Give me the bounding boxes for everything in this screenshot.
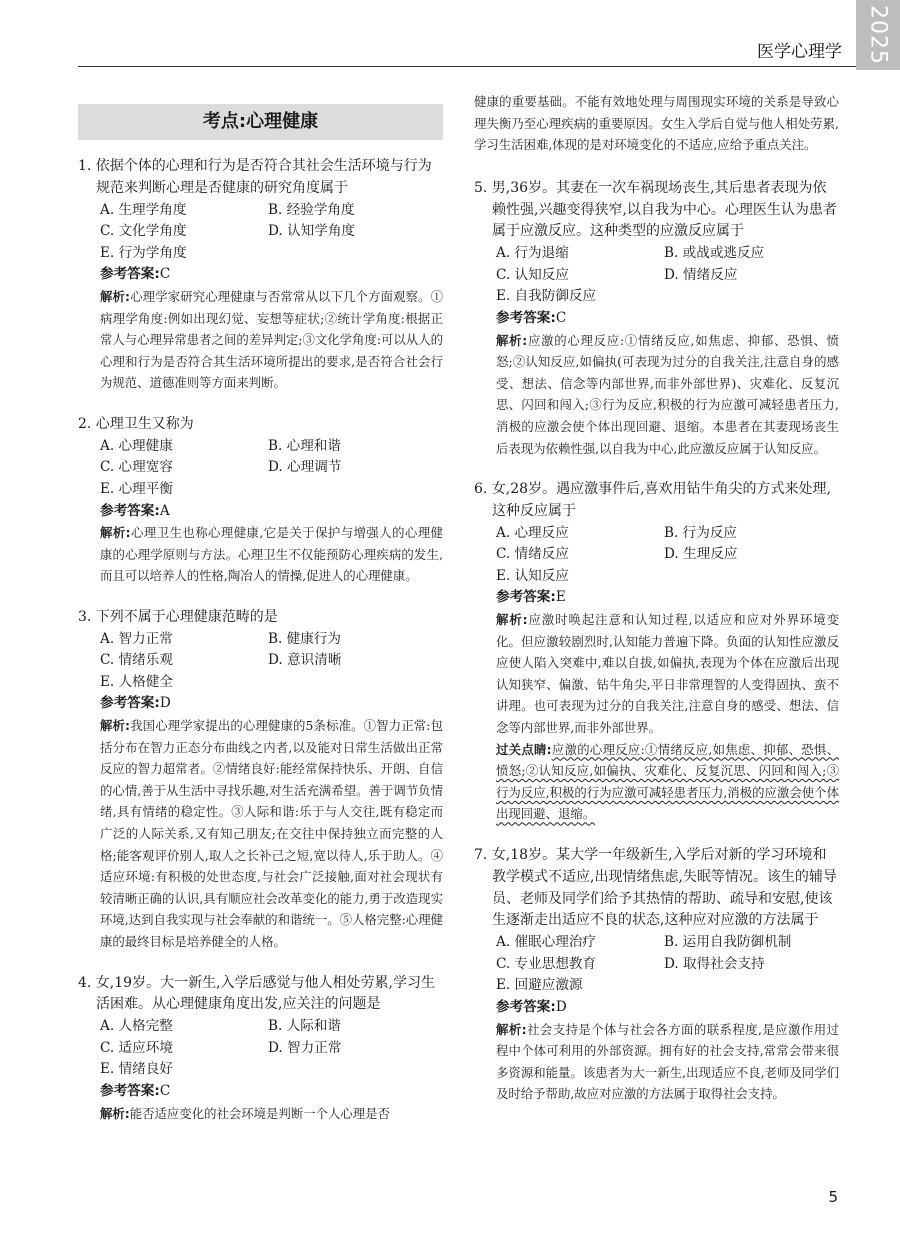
answer-value: E xyxy=(555,589,566,606)
explanation xyxy=(474,330,839,460)
option: E. 人格健全 xyxy=(100,673,173,690)
key-point-tip xyxy=(474,739,839,825)
answer-line xyxy=(78,264,443,286)
option: B. 人际和谐 xyxy=(268,1018,342,1035)
answer-line xyxy=(78,501,443,523)
options-list xyxy=(474,932,839,997)
options-list xyxy=(474,243,839,308)
option: D. 心理调节 xyxy=(268,459,342,476)
option: B. 心理和谐 xyxy=(268,437,342,454)
tip-text: 应激的心理反应:①情绪反应,如焦虑、抑郁、恐惧、愤怒;②认知反应,如偏执、灾难化、反复沉思、闪回和闯入;③行为反应,积极的行为应激可减轻患者压力,消极的应激会使个体出现回避、退缩。 xyxy=(496,741,839,822)
option: D. 情绪反应 xyxy=(664,266,738,283)
option: A. 心理健康 xyxy=(100,437,173,454)
question-6 xyxy=(474,479,839,825)
answer-line xyxy=(474,308,839,330)
question-stem: 3. 下列不属于心理健康范畴的是 xyxy=(78,608,278,625)
question-7 xyxy=(474,845,839,1105)
explanation-text: 能否适应变化的社会环境是判断一个人心理是否 xyxy=(129,1105,390,1121)
option: E. 情绪良好 xyxy=(100,1061,173,1078)
explanation xyxy=(78,715,443,953)
question-1 xyxy=(78,156,443,394)
answer-value: C xyxy=(159,1082,171,1099)
option: A. 生理学角度 xyxy=(100,201,187,218)
answer-value: D xyxy=(555,998,567,1015)
question-2 xyxy=(78,414,443,587)
option: C. 专业思想教育 xyxy=(496,955,597,972)
option: A. 心理反应 xyxy=(496,524,569,541)
year-tab: 2025 xyxy=(856,0,900,70)
answer-value: A xyxy=(159,502,170,519)
right-column xyxy=(474,91,839,1125)
answer-label: 参考答案: xyxy=(100,695,160,712)
options-list xyxy=(78,436,443,501)
tip-label: 过关点睛: xyxy=(496,741,552,757)
option: C. 认知反应 xyxy=(496,266,569,283)
option: C. 适应环境 xyxy=(100,1039,173,1056)
running-title: 医学心理学 xyxy=(757,42,842,62)
option: C. 心理宽容 xyxy=(100,459,173,476)
option: D. 取得社会支持 xyxy=(664,955,765,972)
answer-line xyxy=(474,997,839,1019)
option: E. 自我防御反应 xyxy=(496,288,597,305)
answer-label: 参考答案: xyxy=(496,309,556,326)
option: E. 认知反应 xyxy=(496,567,569,584)
explanation-text: 社会支持是个体与社会各方面的联系程度,是应激作用过程中个体可利用的外部资源。拥有好的社会支持,常常会带来很多资源和能量。该患者为大一新生,出现适应不良,老师及同学们及时给予帮助,故应对应激的方法属于取得社会支持。 xyxy=(496,1021,839,1102)
explanation xyxy=(78,286,443,394)
explanation-text: 应激时唤起注意和认知过程,以适应和应对外界环境变化。但应激较剧烈时,认知能力普遍下降。负面的认知性应激反应使人陷入突难中,难以自拔,如偏执,表现为个体在应激后出现认知狭窄、偏激、钻牛角尖,平日非常理智的人变得固执、蛮不讲理。也可表现为过分的自我关注,注意自身的感受、想法、信念等内部世界,而非外部世界。 xyxy=(496,612,839,736)
explanation-label: 解析: xyxy=(100,525,131,541)
explanation xyxy=(78,1103,443,1125)
left-column xyxy=(78,86,443,1144)
header-rule xyxy=(78,66,856,67)
answer-line xyxy=(474,587,839,609)
options-list xyxy=(474,523,839,588)
question-stem: 2. 心理卫生又称为 xyxy=(78,415,194,432)
answer-line xyxy=(78,1081,443,1103)
explanation-label: 解析: xyxy=(100,718,131,734)
explanation-text: 心理卫生也称心理健康,它是关于保护与增强人的心理健康的心理学原则与方法。心理卫生不仅能预防心理疾病的发生,而且可以培养人的性格,陶冶人的情操,促进人的心理健康。 xyxy=(100,525,443,584)
explanation-label: 解析: xyxy=(100,1105,130,1121)
options-list xyxy=(78,200,443,265)
question-stem: 1. 依据个体的心理和行为是否符合其社会生活环境与行为规范来判断心理是否健康的研究角度属于 xyxy=(78,158,432,196)
option: D. 智力正常 xyxy=(268,1039,342,1056)
explanation-text: 应激的心理反应:①情绪反应,如焦虑、抑郁、恐惧、愤怒;②认知反应,如偏执(可表现为过分的自我关注,注意自身的感受、想法、信念等内部世界,而非外部世界)、灾难化、反复沉思、闪回和闯入;③行为反应,积极的行为应激可减轻患者压力,消极的应激会使个体出现回避、退缩。本患者在其妻现场丧生后表现为依赖性强,以自我为中心,此应激反应属于认知反应。 xyxy=(496,332,839,456)
option: B. 或战或逃反应 xyxy=(664,245,765,262)
question-stem: 5. 男,36岁。其妻在一次车祸现场丧生,其后患者表现为依赖性强,兴趣变得狭窄,以自我为中心。心理医生认为患者属于应激反应。这种类型的应激反应属于 xyxy=(474,179,837,240)
answer-label: 参考答案: xyxy=(496,998,556,1015)
question-3 xyxy=(78,607,443,953)
explanation-label: 解析: xyxy=(100,288,130,304)
option: A. 智力正常 xyxy=(100,630,173,647)
explanation xyxy=(474,609,839,739)
answer-value: C xyxy=(159,266,171,283)
explanation-text: 心理学家研究心理健康与否常常从以下几个方面观察。①病理学角度:例如出现幻觉、妄想等症状;②统计学角度:根据正常人与心理异常患者之间的差异判定;③文化学角度:可以从人的心理和行为是否符合其生活环境所提出的要求,是否符合社会行为规范、道德准则等方面来判断。 xyxy=(100,288,443,391)
explanation-label: 解析: xyxy=(496,612,528,628)
answer-value: C xyxy=(555,309,567,326)
option: A. 行为退缩 xyxy=(496,245,569,262)
explanation xyxy=(78,522,443,587)
option: D. 意识清晰 xyxy=(268,652,342,669)
option: B. 运用自我防御机制 xyxy=(664,934,792,951)
section-title: 考点:心理健康 xyxy=(78,104,443,140)
question-stem: 4. 女,19岁。大一新生,入学后感觉与他人相处劳累,学习生活困难。从心理健康角度出发,应关注的问题是 xyxy=(78,974,435,1013)
answer-label: 参考答案: xyxy=(100,1082,160,1099)
option: B. 行为反应 xyxy=(664,524,738,541)
option: C. 文化学角度 xyxy=(100,223,187,240)
question-stem: 7. 女,18岁。某大学一年级新生,入学后对新的学习环境和教学模式不适应,出现情绪焦虑,失眠等情况。该生的辅导员、老师及同学们给予其热情的帮助、疏导和安慰,使该生逐渐走出适应不良的状态,这种应对应激的方法属于 xyxy=(474,847,837,929)
option: E. 心理平衡 xyxy=(100,480,173,497)
option: D. 认知学角度 xyxy=(268,223,356,240)
option: C. 情绪乐观 xyxy=(100,652,173,669)
option: D. 生理反应 xyxy=(664,546,738,563)
option: B. 健康行为 xyxy=(268,630,342,647)
question-stem: 6. 女,28岁。遇应激事件后,喜欢用钻牛角尖的方式来处理,这种反应属于 xyxy=(474,481,831,519)
question-5 xyxy=(474,178,839,459)
explanation-continuation: 健康的重要基础。不能有效地处理与周围现实环境的关系是导致心理失衡乃至心理疾病的重要原因。女生入学后自觉与他人相处劳累,学习生活困难,体现的是对环境变化的不适应,应给予重点关注。 xyxy=(474,94,839,153)
explanation-label: 解析: xyxy=(496,332,528,348)
explanation xyxy=(474,1019,839,1105)
answer-line xyxy=(78,693,443,715)
option: E. 行为学角度 xyxy=(100,244,187,261)
option: C. 情绪反应 xyxy=(496,546,569,563)
option: E. 回避应激源 xyxy=(496,977,583,994)
options-list xyxy=(78,1016,443,1081)
answer-value: D xyxy=(159,695,171,712)
option: A. 人格完整 xyxy=(100,1018,173,1035)
question-4 xyxy=(78,973,443,1125)
option: B. 经验学角度 xyxy=(268,201,355,218)
answer-label: 参考答案: xyxy=(100,266,160,283)
page-number: 5 xyxy=(828,1188,838,1206)
option: A. 催眠心理治疗 xyxy=(496,934,597,951)
answer-label: 参考答案: xyxy=(496,589,556,606)
explanation-label: 解析: xyxy=(496,1021,527,1037)
answer-label: 参考答案: xyxy=(100,502,160,519)
options-list xyxy=(78,629,443,694)
explanation-text: 我国心理学家提出的心理健康的5条标准。①智力正常:包括分布在智力正态分布曲线之内者,以及能对日常生活做出正常反应的智力超常者。②情绪良好:能经常保持快乐、开朗、自信的心情,善于从生活中寻找乐趣,对生活充满希望。善于调节负情绪,具有情绪的稳定性。③人际和谐:乐于与人交往,既有稳定而广泛的人际关系,又有知己朋友;在交往中保持独立而完整的人格;能客观评价别人,取人之长补己之短,宽以待人,乐于助人。④适应环境:有积极的处世态度,与社会广泛接触,面对社会现状有较清晰正确的认识,具有顺应社会改革变化的能力,勇于改造现实环境,达到自我实现与社会奉献的和谐统一。⑤人格完整:心理健康的最终目标是培养健全的人格。 xyxy=(100,718,443,949)
